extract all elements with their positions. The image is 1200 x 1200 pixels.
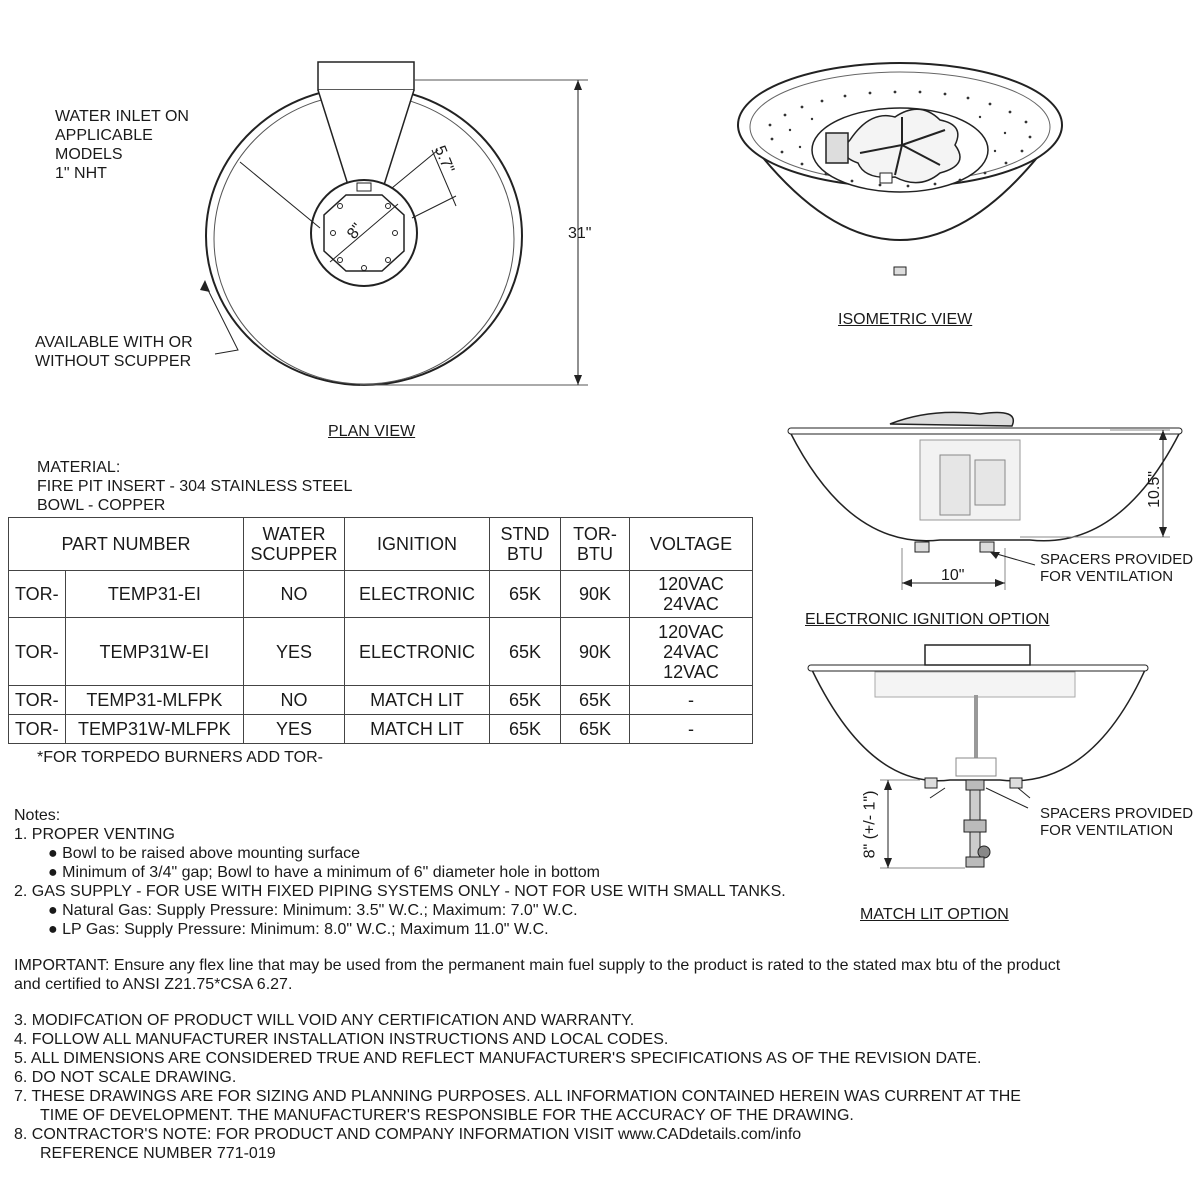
mlo-dim-height: 8" (+/- 1")	[861, 790, 879, 859]
th-stnd-btu	[490, 518, 561, 571]
water-inlet-line-4: 1" NHT	[55, 165, 107, 182]
cell-tor: 65K	[561, 715, 630, 744]
note-8b: REFERENCE NUMBER 771-019	[40, 1145, 276, 1162]
mlo-burner-cap	[925, 645, 1030, 665]
cell-stnd: 65K	[490, 715, 561, 744]
water-inlet-line-2: APPLICABLE	[55, 127, 153, 144]
cell-part: TEMP31W-MLFPK	[65, 715, 243, 744]
notes-block	[14, 806, 1060, 1163]
plan-scupper-funnel	[318, 90, 414, 185]
scupper-note	[35, 333, 193, 371]
cell-tor: 90K	[561, 571, 630, 618]
th-voltage: VOLTAGE	[630, 518, 753, 571]
eio-spacers-line-1: SPACERS PROVIDED	[1040, 551, 1194, 568]
cell-tor: 90K	[561, 618, 630, 686]
eio-spacers-note	[1040, 551, 1193, 585]
mlo-spacers-line-2: FOR VENTILATION	[1040, 822, 1174, 839]
voltage-line: 24VAC	[663, 641, 719, 662]
th-water-scupper-line-2: SCUPPER	[250, 544, 338, 564]
plan-view-title: PLAN VIEW	[328, 423, 416, 440]
cell-prefix: TOR-	[9, 618, 66, 686]
mlo-spacer-right	[1010, 778, 1022, 788]
plan-scupper-box	[318, 62, 414, 90]
table-row	[9, 618, 753, 686]
mlo-spacer-left	[925, 778, 937, 788]
cell-ignition: ELECTRONIC	[345, 571, 490, 618]
cell-part: TEMP31W-EI	[65, 618, 243, 686]
water-inlet-note	[55, 107, 189, 183]
cell-stnd: 65K	[490, 686, 561, 715]
eio-spacers-line-2: FOR VENTILATION	[1040, 568, 1174, 585]
isometric-view-title: ISOMETRIC VIEW	[838, 311, 973, 328]
table-row	[9, 686, 753, 715]
note-3: 3. MODIFCATION OF PRODUCT WILL VOID ANY CERTIFICATION AND WARRANTY.	[14, 1012, 635, 1029]
cell-tor: 65K	[561, 686, 630, 715]
match-lit-option-title: MATCH LIT OPTION	[860, 906, 1009, 923]
th-tor-btu	[561, 518, 630, 571]
note-1a: ● Bowl to be raised above mounting surface	[48, 845, 361, 862]
th-part-number: PART NUMBER	[9, 518, 244, 571]
spec-table	[8, 517, 753, 744]
scupper-note-line-1: AVAILABLE WITH OR	[35, 334, 193, 351]
th-stnd-btu-line-2: BTU	[507, 544, 543, 564]
th-ignition: IGNITION	[345, 518, 490, 571]
mlo-spacers-note	[1040, 805, 1193, 839]
isometric-view-drawing	[730, 55, 1070, 285]
voltage-line: 24VAC	[663, 594, 719, 614]
mlo-spacers-line-1: SPACERS PROVIDED	[1040, 805, 1194, 822]
cell-prefix: TOR-	[9, 715, 66, 744]
material-heading: MATERIAL:	[37, 459, 121, 476]
eio-spacer-right	[980, 542, 994, 552]
important-line-2: and certified to ANSI Z21.75*CSA 6.27.	[14, 976, 293, 993]
eio-burner-top	[890, 412, 1013, 426]
material-bowl: BOWL - COPPER	[37, 497, 166, 514]
note-1b: ● Minimum of 3/4" gap; Bowl to have a minimum of 6" diameter hole in bottom	[48, 864, 600, 881]
important-line-1: IMPORTANT: Ensure any flex line that may be used from the permanent main fuel supply to the product is rated to the stated max btu of the product	[14, 957, 1061, 974]
plan-dim-5-7: 5.7"	[430, 143, 458, 176]
plan-dim-31: 31"	[568, 225, 592, 242]
note-6: 6. DO NOT SCALE DRAWING.	[14, 1069, 237, 1086]
note-7b: TIME OF DEVELOPMENT. THE MANUFACTURER'S RESPONSIBLE FOR THE ACCURACY OF THE DRAWING.	[40, 1107, 854, 1124]
th-tor-btu-line-2: BTU	[577, 544, 613, 564]
note-2b: ● LP Gas: Supply Pressure: Minimum: 8.0" W.C.; Maximum 11.0" W.C.	[48, 921, 549, 938]
cell-part: TEMP31-EI	[65, 571, 243, 618]
voltage-line: 120VAC	[658, 574, 724, 594]
table-header-row	[9, 518, 753, 571]
note-8a: 8. CONTRACTOR'S NOTE: FOR PRODUCT AND COMPANY INFORMATION VISIT www.CADdetails.com/info	[14, 1126, 802, 1143]
th-tor-btu-line-1: TOR-	[573, 524, 617, 544]
table-row	[9, 715, 753, 744]
cell-ignition: ELECTRONIC	[345, 618, 490, 686]
note-2a: ● Natural Gas: Supply Pressure: Minimum: 3.5" W.C.; Maximum: 7.0" W.C.	[48, 902, 578, 919]
cell-prefix: TOR-	[9, 686, 66, 715]
cell-stnd: 65K	[490, 618, 561, 686]
material-block	[37, 458, 352, 515]
th-stnd-btu-line-1: STND	[500, 524, 550, 544]
cell-voltage	[630, 618, 753, 686]
cell-scupper: NO	[244, 571, 345, 618]
cell-prefix: TOR-	[9, 571, 66, 618]
cell-voltage: -	[630, 686, 753, 715]
eio-dim-height: 10.5"	[1145, 471, 1163, 508]
table-row	[9, 571, 753, 618]
cell-scupper: YES	[244, 618, 345, 686]
cell-scupper: NO	[244, 686, 345, 715]
note-4: 4. FOLLOW ALL MANUFACTURER INSTALLATION INSTRUCTIONS AND LOCAL CODES.	[14, 1031, 669, 1048]
iso-ignition-module	[826, 133, 848, 163]
note-1: 1. PROPER VENTING	[14, 826, 175, 843]
plan-inlet-fitting	[357, 183, 371, 191]
plan-view-drawing	[0, 0, 620, 440]
notes-heading: Notes:	[14, 807, 61, 824]
cell-ignition: MATCH LIT	[345, 686, 490, 715]
th-water-scupper-line-1: WATER	[262, 524, 326, 544]
voltage-line: 12VAC	[663, 661, 719, 682]
cell-stnd: 65K	[490, 571, 561, 618]
electronic-option-title: ELECTRONIC IGNITION OPTION	[805, 611, 1050, 628]
voltage-line: 120VAC	[658, 621, 724, 642]
cell-scupper: YES	[244, 715, 345, 744]
table-footnote: *FOR TORPEDO BURNERS ADD TOR-	[37, 749, 323, 766]
note-5: 5. ALL DIMENSIONS ARE CONSIDERED TRUE AND REFLECT MANUFACTURER'S SPECIFICATIONS AS OF THE REVISION DATE.	[14, 1050, 982, 1067]
scupper-note-line-2: WITHOUT SCUPPER	[35, 353, 192, 370]
note-7a: 7. THESE DRAWINGS ARE FOR SIZING AND PLANNING PURPOSES. ALL INFORMATION CONTAINED HEREIN WAS CURRENT AT THE	[14, 1088, 1021, 1105]
eio-spacer-left	[915, 542, 929, 552]
plan-dim-8: 8"	[344, 220, 367, 243]
cell-ignition: MATCH LIT	[345, 715, 490, 744]
material-insert: FIRE PIT INSERT - 304 STAINLESS STEEL	[37, 478, 353, 495]
cell-part: TEMP31-MLFPK	[65, 686, 243, 715]
water-inlet-line-1: WATER INLET ON	[55, 108, 189, 125]
cell-voltage	[630, 571, 753, 618]
th-water-scupper	[244, 518, 345, 571]
cell-voltage: -	[630, 715, 753, 744]
eio-dim-base: 10"	[941, 567, 965, 584]
water-inlet-line-3: MODELS	[55, 146, 123, 163]
note-2: 2. GAS SUPPLY - FOR USE WITH FIXED PIPING SYSTEMS ONLY - NOT FOR USE WITH SMALL TANKS.	[14, 883, 786, 900]
